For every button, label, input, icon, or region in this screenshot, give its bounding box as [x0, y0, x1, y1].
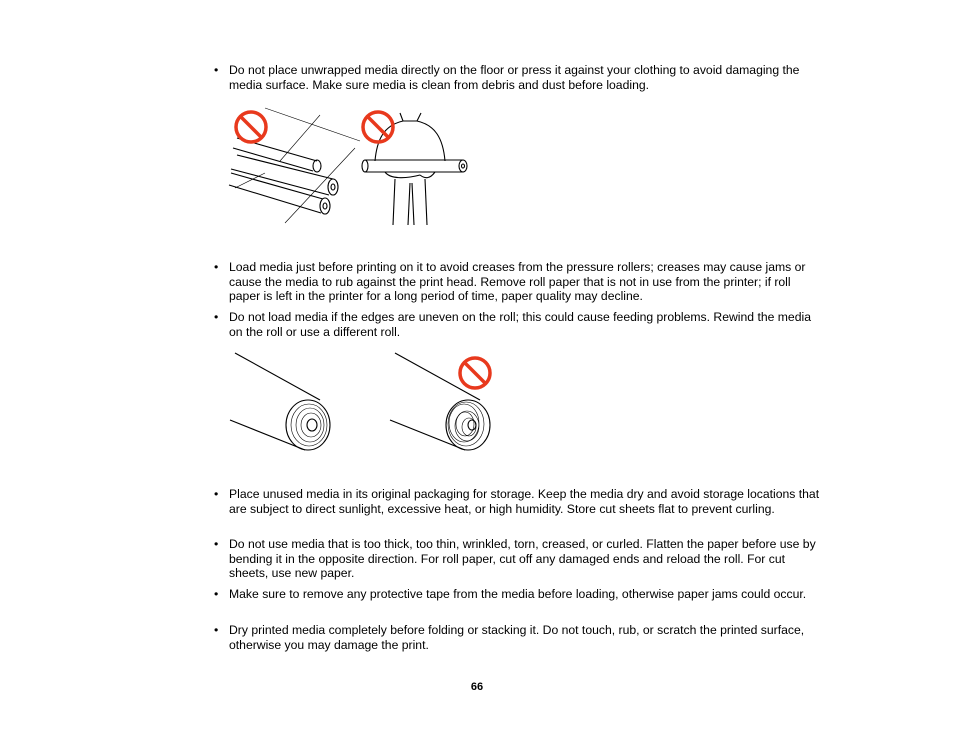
bullet-marker: • — [214, 623, 219, 637]
bullet-marker: • — [214, 487, 219, 501]
bullet-item — [214, 537, 824, 581]
bullet-item — [214, 587, 824, 602]
bullet-text: Make sure to remove any protective tape from the media before loading, otherwise paper jams could occur. — [229, 587, 807, 601]
bullet-marker: • — [214, 310, 219, 324]
bullet-item — [214, 310, 824, 339]
figure-floor-and-clothing — [225, 103, 475, 228]
bullet-marker: • — [214, 63, 219, 77]
page-number: 66 — [470, 681, 484, 693]
prohibited-icon — [363, 112, 393, 142]
bullet-text: Dry printed media completely before folding or stacking it. Do not touch, rub, or scratch the printed surface, otherwise you may damage the print. — [229, 623, 805, 652]
bullet-text: Do not place unwrapped media directly on the floor or press it against your clothing to avoid damaging the media surface. Make sure media is clean from debris and dust before loading. — [229, 63, 800, 92]
prohibited-icon — [460, 358, 490, 388]
bullet-text: Do not use media that is too thick, too thin, wrinkled, torn, creased, or curled. Flatten the paper before use by bending it in the opposite direction. For roll paper, cut off any damaged ends and reload the roll. For cut sheets, use new paper. — [229, 537, 816, 581]
bullet-item — [214, 487, 824, 516]
bullet-item — [214, 63, 824, 92]
prohibited-icon — [236, 112, 266, 142]
bullet-text: Load media just before printing on it to avoid creases from the pressure rollers; creases may cause jams or cause the media to rub against the print head. Remove roll paper that is not in use from the printer; if roll paper is left in the printer for a long period of time, paper quality may decline. — [229, 260, 806, 304]
person-holding-roll-icon — [362, 113, 467, 225]
bullet-text: Do not load media if the edges are uneven on the roll; this could cause feeding problems. Rewind the media on the roll or use a different roll. — [229, 310, 811, 339]
bullet-marker: • — [214, 587, 219, 601]
bullet-text: Place unused media in its original packaging for storage. Keep the media dry and avoid storage locations that are subject to direct sunlight, excessive heat, or high humidity. Store cut sheets flat to prevent curling. — [229, 487, 820, 516]
paper-roll-icon — [230, 353, 330, 450]
bullet-marker: • — [214, 260, 219, 274]
bullet-item — [214, 260, 824, 304]
figure-roll-edges — [225, 348, 500, 453]
bullet-marker: • — [214, 537, 219, 551]
paper-roll-icon — [390, 353, 490, 450]
bullet-item — [214, 623, 824, 652]
